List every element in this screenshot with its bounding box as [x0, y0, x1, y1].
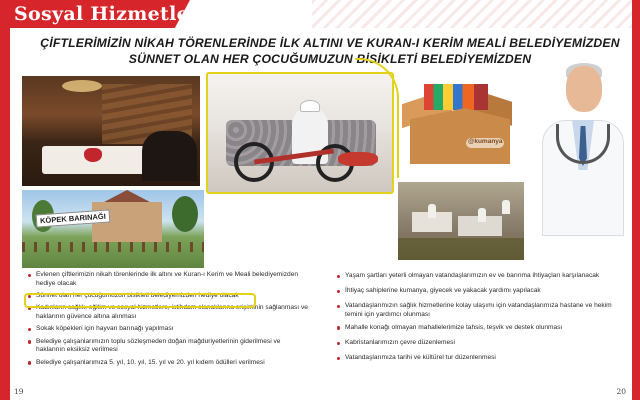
cemetery-photo: [398, 182, 524, 260]
bullet-icon: [337, 305, 340, 308]
gravestone-icon: [502, 200, 510, 214]
right-red-border: [632, 0, 640, 400]
left-red-border: [0, 0, 10, 400]
tree-shape: [172, 196, 198, 232]
cardboard-box-icon: [410, 108, 510, 164]
list-item: Vatandaşlarımıza tarihi ve kültürel tur düzenlenmesi: [337, 354, 629, 363]
dog-shelter-label: KÖPEK BARINAĞI: [36, 209, 111, 227]
bullet-icon: [28, 361, 31, 364]
headline-line-2: SÜNNET OLAN HER ÇOCUĞUMUZUN BİSİKLETİ BELEDİYEMİZDEN: [128, 52, 532, 66]
doctor-head: [566, 66, 602, 112]
list-item: Kadınların sağlık, eğitim ve sosyal hizmetlere, istihdam olanaklarına erişiminin sağlanması ve haklarının güvence altına alınması: [28, 304, 310, 321]
groceries-shape: [424, 84, 488, 110]
right-bullet-list: [337, 272, 629, 369]
list-item: Yaşam şartları yeterli olmayan vatandaşlarımızın ev ve barınma ihtiyaçları karşılanacak: [337, 272, 629, 281]
page-number-left: 19: [14, 387, 24, 396]
list-item: Belediye çalışanlarımızın toplu sözleşmeden doğan mağduriyetlerinin giderilmesi ve haklarının eksiksiz verilmesi: [28, 338, 310, 355]
list-highlight-box: [24, 293, 256, 308]
guests-silhouette: [142, 131, 197, 181]
bullet-icon: [337, 290, 340, 293]
header-pattern: [312, 0, 632, 28]
chandelier-shape: [62, 80, 102, 92]
list-item: Sünnet olan her çocuğumuzun bisikleti belediyemizden hediye olacak: [28, 292, 310, 301]
red-bow-icon: [84, 148, 102, 162]
gravestone-icon: [428, 204, 436, 218]
bullet-icon: [28, 274, 31, 277]
food-parcel-photo: [402, 78, 522, 168]
bullet-icon: [337, 275, 340, 278]
wedding-photo: [22, 76, 200, 186]
list-item: Mahalle konağı olmayan mahallelerimize tahsis, teşvik ve destek olunması: [337, 324, 629, 333]
bullet-icon: [28, 340, 31, 343]
list-item: İhtiyaç sahiplerine kumanya, giyecek ve yakacak yardımı yapılacak: [337, 287, 629, 296]
doctor-photo: [536, 58, 630, 236]
fence-shape: [22, 242, 204, 252]
gravestone-icon: [478, 208, 486, 222]
headline-line-1: ÇİFTLERİMİZİN NİKAH TÖRENLERİNDE İLK ALTINI VE KURAN-I KERİM MEALİ BELEDİYEMİZDEN: [40, 36, 620, 50]
bullet-icon: [337, 326, 340, 329]
grass-area: [398, 238, 524, 260]
highlight-connector: [355, 58, 399, 178]
left-bullet-list: [28, 271, 310, 371]
list-item: Kabristanlarımızın çevre düzenlemesi: [337, 339, 629, 348]
list-item: Vatandaşlarımızın sağlık hizmetlerine kolay ulaşımı için vatandaşlarımıza hastane ve hekim temini için yardımcı olunması: [337, 302, 629, 319]
bullet-icon: [28, 328, 31, 331]
bullet-icon: [337, 357, 340, 360]
list-item: Belediye çalışanlarımıza 5. yıl, 10. yıl, 15. yıl ve 20. yıl kıdem ödülleri verilmesi: [28, 359, 310, 368]
dog-shelter-photo: [22, 190, 204, 268]
list-item: Evlenen çiftlerimizin nikah törenlerinde ilk altını ve Kuran-ı Kerim ve Meali belediyemizden hediye olacak: [28, 271, 310, 288]
bullet-icon: [337, 342, 340, 345]
box-stamp-text: @kumanya: [468, 138, 503, 145]
page-number-right: 20: [616, 387, 626, 396]
list-item: Sokak köpekleri için hayvan barınağı yapılması: [28, 325, 310, 334]
section-title: Sosyal Hizmetler: [14, 3, 200, 25]
